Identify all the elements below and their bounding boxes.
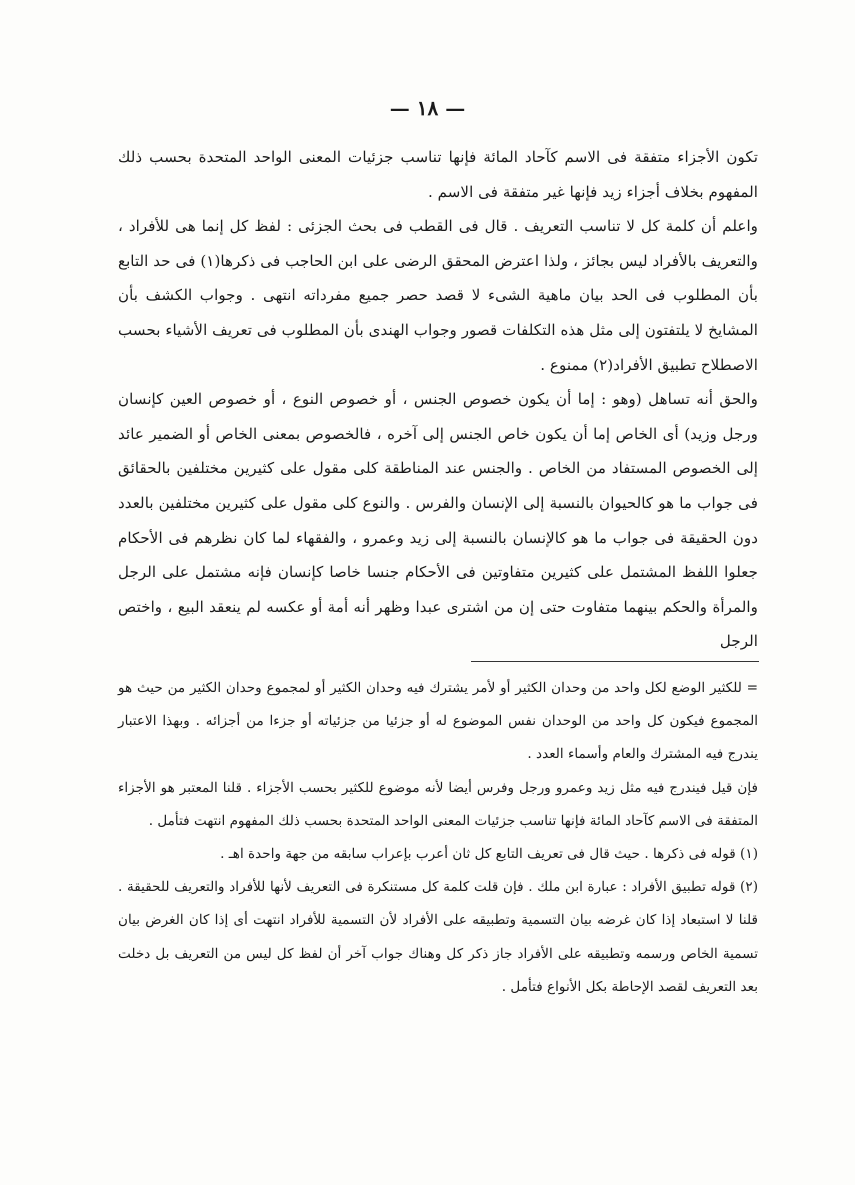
footnote-paragraph-2: فإن قيل فيندرج فيه مثل زيد وعمرو ورجل وفرس أيضا لأنه موضوع للكثير بحسب الأجزاء . قلنا المعتبر هو الأجزاء المتفقة فى الاسم كآحاد المائة فإنها تناسب جزئيات المعنى الواحد المتحدة بحسب ذلك المفهوم انتهت فتأمل . (118, 779, 758, 829)
main-paragraph-2: واعلم أن كلمة كل لا تناسب التعريف . قال فى القطب فى بحث الجزئى : لفظ كل إنما هى للأفراد ، والتعريف بالأفراد ليس بجائز ، ولذا اعترض المحقق الرضى على ابن الحاجب فى ذكرها(١) فى حد التابع بأن المطلوب فى الحد بيان ماهية الشىء لا قصد حصر جميع مفرداته انتهى . وجواب الكشف بأن المشايخ لا يلتفتون إلى مثل هذه التكلفات قصور وجواب الهندى بأن المطلوب فى تعريف الأشياء بحسب الاصطلاح تطبيق الأفراد(٢) ممنوع . (118, 217, 758, 374)
footnote-divider (471, 661, 759, 662)
page-number: — ١٨ — (389, 96, 466, 120)
footnote-continuation: = للكثير الوضع لكل واحد من وحدان الكثير أو لأمر يشترك فيه وحدان الكثير أو لمجموع وحدان الكثير من حيث هو المجموع فيكون كل واحد من الوحدان نفس الموضوع له أو جزئيا من جزئياته أو جزءا من أجزائه . وبهذا الاعتبار يندرج فيه المشترك والعام وأسماء العدد . (118, 680, 758, 763)
footnotes-section (118, 672, 758, 1004)
main-paragraph-3: والحق أنه تساهل (وهو : إما أن يكون خصوص الجنس ، أو خصوص النوع ، أو خصوص العين كإنسان ورجل وزيد) أى الخاص إما أن يكون خاص الجنس إلى آخره ، فالخصوص بمعنى الخاص أو الضمير عائد إلى الخصوص المستفاد من الخاص . والجنس عند المناطقة كلى مقول على كثيرين مختلفين بالحقائق فى جواب ما هو كالحيوان بالنسبة إلى الإنسان والفرس . والنوع كلى مقول على كثيرين مختلفين بالعدد دون الحقيقة فى جواب ما هو كالإنسان بالنسبة إلى زيد وعمرو ، والفقهاء لما كان نظرهم فى الأحكام جعلوا اللفظ المشتمل على كثيرين متفاوتين فى الأحكام جنسا خاصا كإنسان فإنه مشتمل على الرجل والمرأة والحكم بينهما متفاوت حتى إن من اشترى عبدا وظهر أنه أمة أو عكسه لم ينعقد البيع ، واختص الرجل (118, 390, 758, 651)
footnote-1: (١) قوله فى ذكرها . حيث قال فى تعريف التابع كل ثان أعرب بإعراب سابقه من جهة واحدة اهـ . (220, 846, 758, 863)
main-text (118, 140, 758, 659)
main-paragraph-1: تكون الأجزاء متفقة فى الاسم كآحاد المائة فإنها تناسب جزئيات المعنى الواحد المتحدة بحسب ذلك المفهوم بخلاف أجزاء زيد فإنها غير متفقة فى الاسم . (118, 148, 758, 201)
footnote-2: (٢) قوله تطبيق الأفراد : عبارة ابن ملك . فإن قلت كلمة كل مستنكرة فى التعريف لأنها للأفراد والتعريف للحقيقة . قلنا لا استبعاد إذا كان غرضه بيان التسمية وتطبيقه على الأفراد لأن التسمية للأفراد انتهت أى إذا كان الغرض بيان تسمية الخاص ورسمه وتطبيقه على الأفراد جاز ذكر كل وهناك جواب آخر أن لفظ كل ليس من التعريف بل دخلت بعد التعريف لقصد الإحاطة بكل الأنواع فتأمل . (118, 879, 758, 995)
